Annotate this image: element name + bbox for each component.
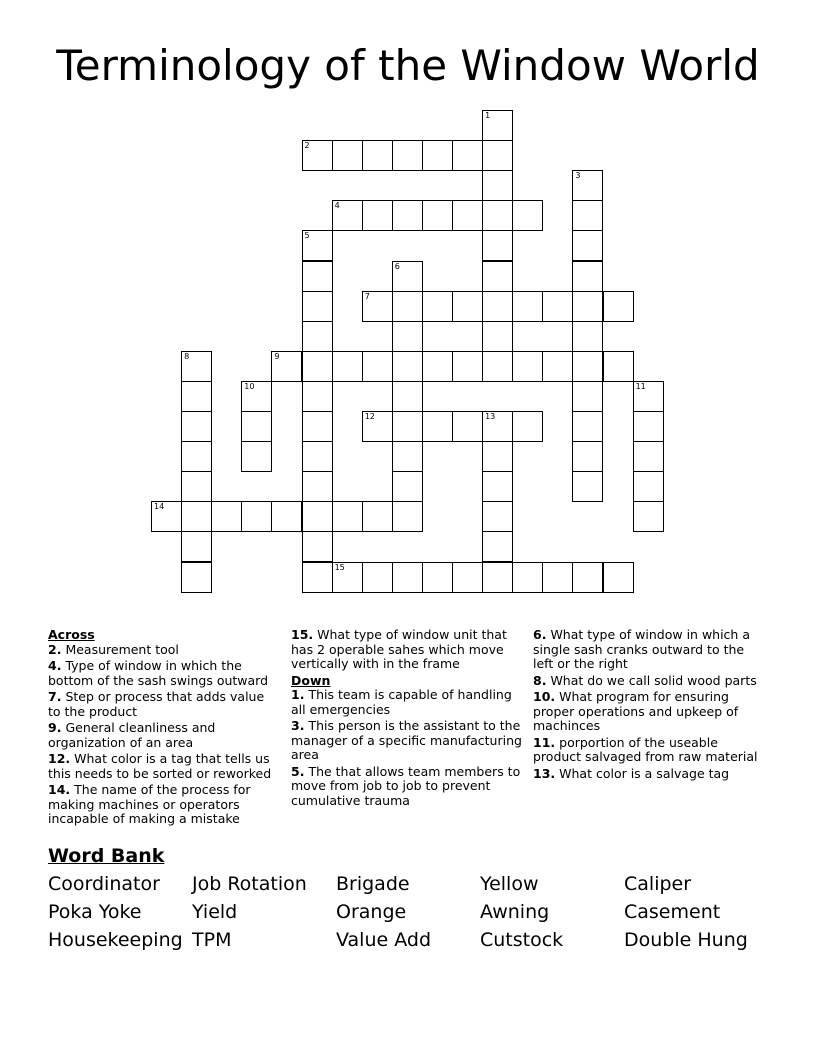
grid-cell[interactable] (392, 501, 423, 532)
grid-cell[interactable] (482, 110, 513, 141)
clues-column-2 (291, 628, 523, 810)
grid-cell[interactable] (181, 471, 212, 502)
grid-cell[interactable] (151, 501, 182, 532)
grid-cell[interactable] (422, 562, 453, 593)
grid-cell[interactable] (392, 321, 423, 352)
grid-cell[interactable] (482, 501, 513, 532)
down-heading: Down (291, 672, 331, 688)
grid-cell[interactable] (392, 140, 423, 171)
word-bank-title: Word Bank (48, 845, 165, 867)
grid-cell[interactable] (572, 200, 603, 231)
grid-cell[interactable] (181, 351, 212, 382)
grid-cell[interactable] (572, 562, 603, 593)
grid-cell[interactable] (603, 291, 634, 322)
clue-across-14: 14. The name of the process for making machines or operators incapable of making a mistake (48, 782, 251, 826)
clue-number: 10 (244, 381, 255, 391)
grid-cell[interactable] (302, 140, 333, 171)
clue-down-11: 11. porportion of the useable product salvaged from raw material (533, 734, 758, 764)
grid-cell[interactable] (452, 411, 483, 442)
grid-cell[interactable] (572, 291, 603, 322)
grid-cell[interactable] (542, 562, 573, 593)
grid-cell[interactable] (603, 351, 634, 382)
clue-across-4: 4. Type of window in which the bottom of the sash swings outward (48, 658, 269, 688)
grid-cell[interactable] (422, 411, 453, 442)
clue-number: 9 (274, 351, 280, 361)
grid-cell[interactable] (482, 441, 513, 472)
grid-cell[interactable] (422, 351, 453, 382)
grid-cell[interactable] (603, 562, 634, 593)
clue-number: 14 (154, 502, 165, 512)
grid-cell[interactable] (633, 471, 664, 502)
grid-cell[interactable] (633, 441, 664, 472)
clue-number: 15 (334, 562, 345, 572)
grid-cell[interactable] (241, 411, 272, 442)
grid-cell[interactable] (362, 562, 393, 593)
grid-cell[interactable] (211, 501, 242, 532)
grid-cell[interactable] (512, 351, 543, 382)
clue-number: 7 (364, 291, 370, 301)
clue-down-3: 3. This person is the assistant to the manager of a specific manufacturing area (291, 718, 522, 762)
clue-down-5: 5. The that allows team members to move from job to job to prevent cumulative trauma (291, 763, 521, 808)
grid-cell[interactable] (633, 411, 664, 442)
page-title: Terminology of the Window World (56, 41, 760, 90)
grid-cell[interactable] (332, 140, 363, 171)
word-bank-item: Cutstock (480, 929, 564, 951)
clue-number: 13 (485, 412, 496, 421)
grid-cell[interactable] (181, 411, 212, 442)
grid-cell[interactable] (332, 351, 363, 382)
grid-cell[interactable] (392, 291, 423, 322)
grid-cell[interactable] (362, 200, 393, 231)
grid-cell[interactable] (572, 170, 603, 201)
word-bank-item: Yield (192, 901, 238, 923)
grid-cell[interactable] (512, 411, 543, 442)
clue-number: 4 (334, 201, 340, 211)
grid-cell[interactable] (572, 321, 603, 352)
grid-cell[interactable] (392, 261, 423, 292)
clue-across-2: 2. Measurement tool (48, 641, 179, 657)
grid-cell[interactable] (422, 291, 453, 322)
word-bank-item: Yellow (480, 873, 539, 895)
grid-cell[interactable] (181, 501, 212, 532)
grid-cell[interactable] (332, 200, 363, 231)
grid-cell[interactable] (452, 562, 483, 593)
clue-across-9: 9. General cleanliness and organization of an area (48, 720, 216, 750)
grid-cell[interactable] (302, 562, 333, 593)
clue-number: 8 (184, 351, 190, 361)
word-bank-item: Value Add (336, 929, 431, 951)
word-bank-item: Brigade (336, 873, 410, 895)
grid-cell[interactable] (542, 351, 573, 382)
grid-cell[interactable] (302, 351, 333, 382)
grid-cell[interactable] (482, 291, 513, 322)
grid-cell[interactable] (452, 351, 483, 382)
grid-cell[interactable] (392, 200, 423, 231)
word-bank-item: Casement (624, 901, 721, 923)
grid-cell[interactable] (542, 291, 573, 322)
grid-cell[interactable] (512, 291, 543, 322)
grid-cell[interactable] (482, 261, 513, 292)
grid-cell[interactable] (572, 230, 603, 261)
grid-cell[interactable] (482, 321, 513, 352)
grid-cell[interactable] (392, 471, 423, 502)
grid-cell[interactable] (572, 381, 603, 412)
word-bank-item: Coordinator (48, 873, 160, 895)
grid-cell[interactable] (452, 291, 483, 322)
word-bank-item: TPM (192, 929, 232, 951)
grid-cell[interactable] (362, 140, 393, 171)
grid-cell[interactable] (482, 230, 513, 261)
clues-column-3 (533, 628, 765, 783)
word-bank-item: Poka Yoke (48, 901, 142, 923)
grid-cell[interactable] (362, 351, 393, 382)
grid-cell[interactable] (241, 501, 272, 532)
grid-cell[interactable] (271, 351, 302, 382)
grid-cell[interactable] (181, 381, 212, 412)
clue-across-7: 7. Step or process that adds value to the product (48, 689, 265, 719)
word-bank-item: Double Hung (624, 929, 748, 951)
grid-cell[interactable] (362, 291, 393, 322)
clue-number: 5 (304, 231, 310, 241)
clue-across-15: 15. What type of window unit that has 2 operable sahes which move vertically with in the frame (291, 627, 507, 671)
grid-cell[interactable] (482, 411, 513, 442)
grid-cell[interactable] (482, 351, 513, 382)
grid-cell[interactable] (512, 562, 543, 593)
word-bank-item: Job Rotation (192, 873, 307, 895)
grid-cell[interactable] (482, 471, 513, 502)
grid-cell[interactable] (362, 411, 393, 442)
grid-cell[interactable] (482, 140, 513, 171)
clue-number: 12 (364, 412, 375, 421)
word-bank (48, 873, 788, 951)
grid-cell[interactable] (302, 441, 333, 472)
word-bank-item: Orange (336, 901, 407, 923)
grid-cell[interactable] (302, 471, 333, 502)
clue-number: 11 (635, 381, 646, 391)
grid-cell[interactable] (452, 200, 483, 231)
clue-down-13: 13. What color is a salvage tag (533, 765, 730, 781)
grid-cell[interactable] (392, 441, 423, 472)
word-bank-item: Housekeeping (48, 929, 183, 951)
grid-cell[interactable] (572, 441, 603, 472)
grid-cell[interactable] (181, 531, 212, 562)
grid-cell[interactable] (302, 321, 333, 352)
clue-down-10: 10. What program for ensuring proper operations and upkeep of machinces (533, 689, 739, 733)
grid-cell[interactable] (332, 562, 363, 593)
grid-cell[interactable] (302, 411, 333, 442)
grid-cell[interactable] (392, 411, 423, 442)
grid-cell[interactable] (332, 501, 363, 532)
across-heading: Across (48, 627, 95, 642)
grid-cell[interactable] (302, 501, 333, 532)
clue-down-8: 8. What do we call solid wood parts (533, 672, 757, 688)
clue-down-1: 1. This team is capable of handling all emergencies (291, 687, 512, 717)
grid-cell[interactable] (392, 351, 423, 382)
grid-cell[interactable] (302, 381, 333, 412)
word-bank-item: Caliper (624, 873, 692, 895)
clue-number: 2 (304, 141, 310, 151)
grid-cell[interactable] (271, 501, 302, 532)
grid-cell[interactable] (392, 381, 423, 412)
grid-cell[interactable] (362, 501, 393, 532)
grid-cell[interactable] (302, 531, 333, 562)
grid-cell[interactable] (181, 441, 212, 472)
grid-cell[interactable] (422, 200, 453, 231)
grid-cell[interactable] (452, 140, 483, 171)
grid-cell[interactable] (241, 381, 272, 412)
grid-cell[interactable] (512, 200, 543, 231)
clues-column-1 (48, 628, 280, 829)
grid-cell[interactable] (633, 501, 664, 532)
grid-cell[interactable] (633, 381, 664, 412)
grid-cell[interactable] (482, 562, 513, 593)
grid-cell[interactable] (482, 200, 513, 231)
grid-cell[interactable] (482, 531, 513, 562)
grid-cell[interactable] (572, 351, 603, 382)
grid-cell[interactable] (302, 230, 333, 261)
clue-number: 6 (394, 261, 400, 271)
word-bank-item: Awning (480, 901, 550, 923)
grid-cell[interactable] (422, 140, 453, 171)
grid-cell[interactable] (572, 411, 603, 442)
grid-cell[interactable] (392, 562, 423, 593)
grid-cell[interactable] (302, 291, 333, 322)
grid-cell[interactable] (482, 170, 513, 201)
clue-number: 1 (485, 111, 491, 120)
grid-cell[interactable] (241, 441, 272, 472)
grid-cell[interactable] (572, 471, 603, 502)
grid-cell[interactable] (181, 562, 212, 593)
clue-down-6: 6. What type of window in which a single sash cranks outward to the left or the right (533, 627, 750, 671)
grid-cell[interactable] (572, 261, 603, 292)
clue-across-12: 12. What color is a tag that tells us this needs to be sorted or reworked (48, 751, 272, 781)
clue-number: 3 (575, 171, 581, 181)
grid-cell[interactable] (302, 261, 333, 292)
